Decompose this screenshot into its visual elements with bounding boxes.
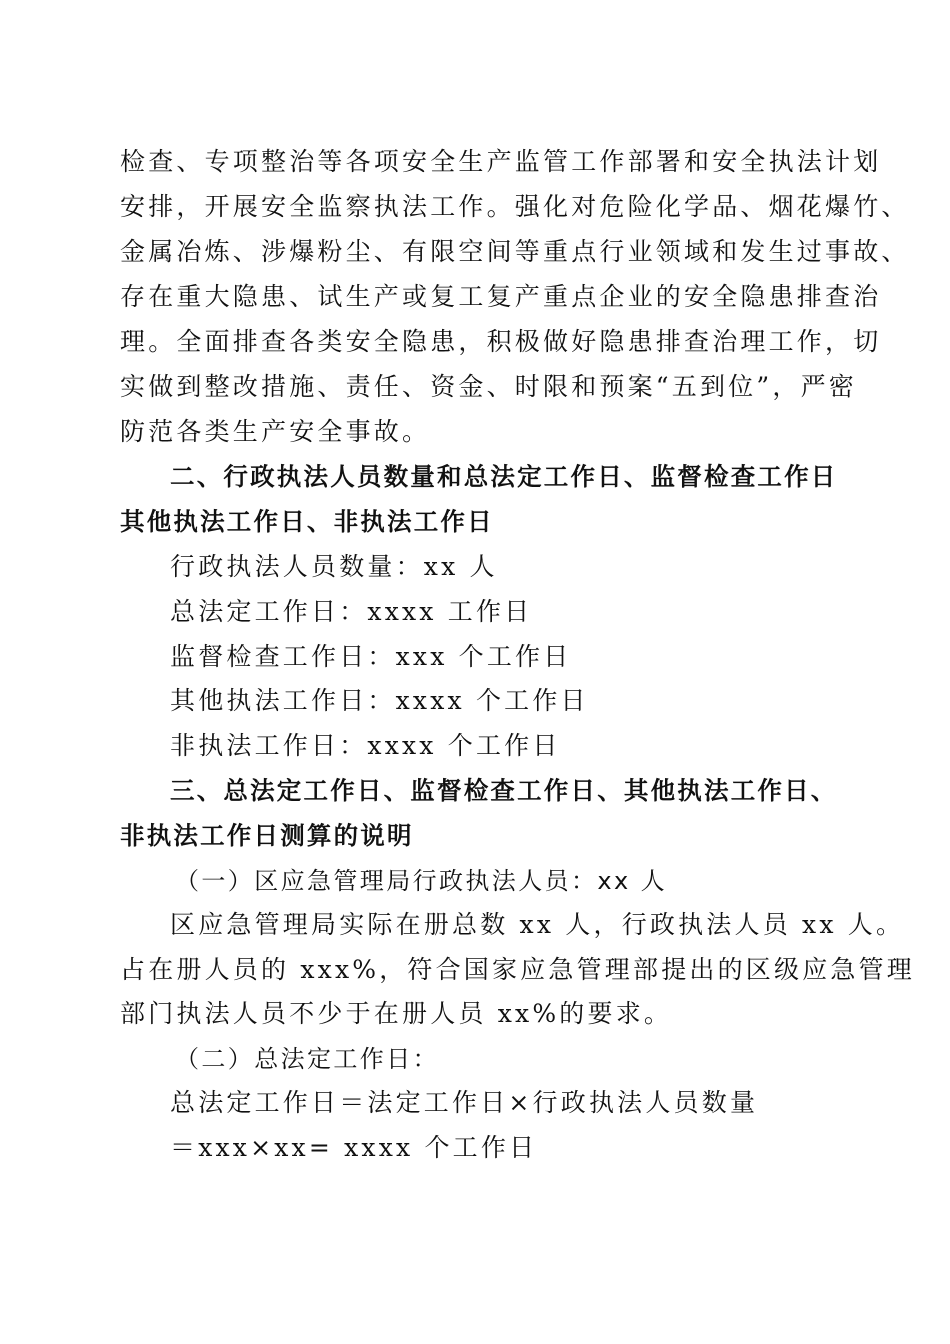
list-item: 总法定工作日：xxxx 工作日 [170, 597, 533, 626]
formula-line: 总法定工作日＝法定工作日×行政执法人员数量 [170, 1088, 759, 1117]
list-item: 其他执法工作日：xxxx 个工作日 [170, 686, 589, 715]
paragraph-line: 区应急管理局实际在册总数 xx 人，行政执法人员 xx 人。 [170, 910, 905, 939]
paragraph-line: 防范各类生产安全事故。 [120, 417, 431, 446]
section-heading: 二、行政执法人员数量和总法定工作日、监督检查工作日 [170, 462, 838, 491]
paragraph-line: 金属冶炼、涉爆粉尘、有限空间等重点行业领域和发生过事故、 [120, 237, 910, 266]
subsection-heading: （二）总法定工作日： [175, 1045, 439, 1073]
list-item: 监督检查工作日：xxx 个工作日 [170, 642, 572, 671]
paragraph-line: 实做到整改措施、责任、资金、时限和预案“五到位”，严密 [120, 372, 857, 401]
formula-line: ＝xxx×xx= xxxx 个工作日 [170, 1133, 538, 1162]
paragraph-line: 占在册人员的 xxx%，符合国家应急管理部提出的区级应急管理 [120, 955, 916, 984]
paragraph-line: 理。全面排查各类安全隐患，积极做好隐患排查治理工作，切 [120, 327, 882, 356]
section-heading: 其他执法工作日、非执法工作日 [120, 507, 494, 536]
list-item: 非执法工作日：xxxx 个工作日 [170, 731, 561, 760]
section-heading: 三、总法定工作日、监督检查工作日、其他执法工作日、 [170, 776, 838, 805]
list-item: 行政执法人员数量：xx 人 [170, 552, 498, 581]
section-heading: 非执法工作日测算的说明 [120, 821, 414, 850]
paragraph-line: 存在重大隐患、试生产或复工复产重点企业的安全隐患排查治 [120, 282, 882, 311]
paragraph-line: 安排，开展安全监察执法工作。强化对危险化学品、烟花爆竹、 [120, 192, 910, 221]
subsection-heading: （一）区应急管理局行政执法人员：xx 人 [175, 867, 668, 895]
paragraph-line: 检查、专项整治等各项安全生产监管工作部署和安全执法计划 [120, 147, 882, 176]
paragraph-line: 部门执法人员不少于在册人员 xx%的要求。 [120, 999, 673, 1028]
